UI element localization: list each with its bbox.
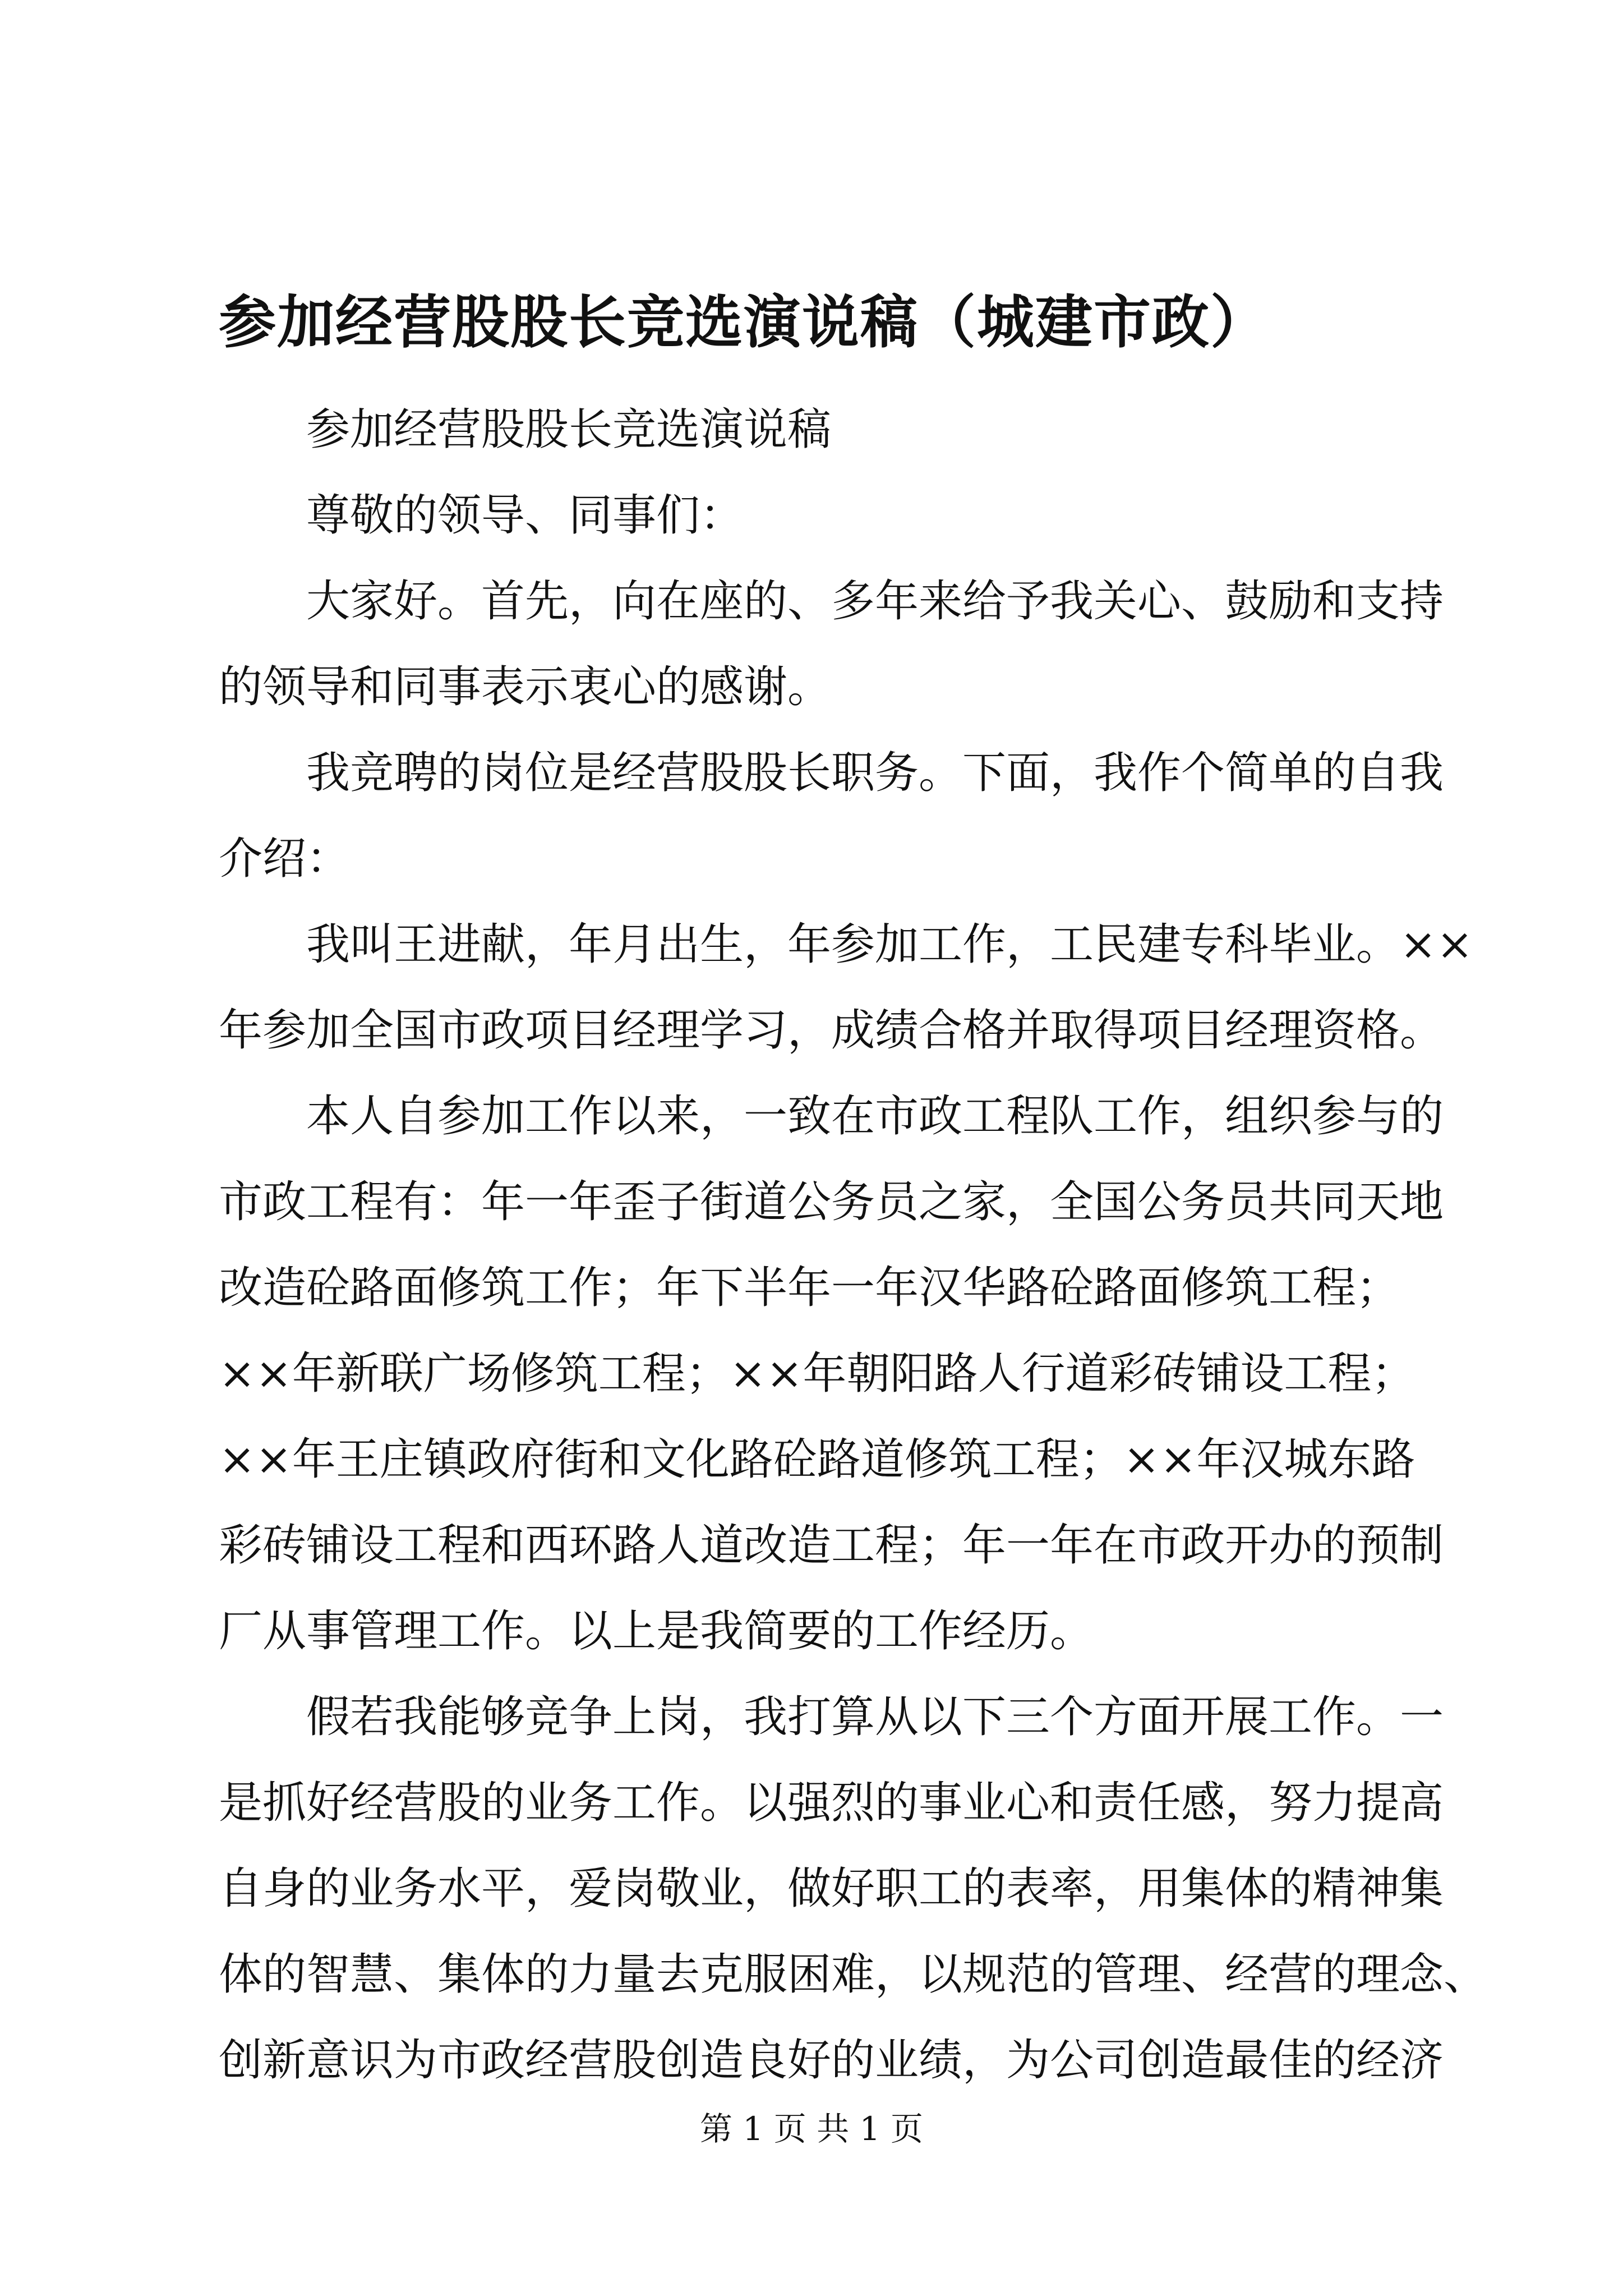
paragraph-line: 彩砖铺设工程和西环路人道改造工程；年一年在市政开办的预制: [219, 1520, 1444, 1571]
paragraph-line: 本人自参加工作以来，一致在市政工程队工作，组织参与的: [306, 1091, 1444, 1142]
paragraph-line: 假若我能够竞争上岗，我打算从以下三个方面开展工作。一: [306, 1692, 1444, 1742]
paragraph-line: 介绍：: [219, 834, 351, 884]
paragraph-line: 大家好。首先，向在座的、多年来给予我关心、鼓励和支持: [306, 576, 1444, 627]
paragraph-line: 创新意识为市政经营股创造良好的业绩，为公司创造最佳的经济: [219, 2035, 1444, 2086]
page-footer: 第 1 页 共 1 页: [700, 2110, 923, 2148]
paragraph-line: 参加经营股股长竞选演说稿: [306, 404, 832, 455]
paragraph-line: 我叫王进献，年月出生，年参加工作，工民建专科毕业。××: [306, 919, 1473, 970]
document-body: [219, 387, 1488, 2104]
paragraph-line: 体的智慧、集体的力量去克服困难，以规范的管理、经营的理念、: [219, 1949, 1488, 2000]
paragraph-line: 改造砼路面修筑工作；年下半年一年汉华路砼路面修筑工程；: [219, 1263, 1400, 1313]
document-title: 参加经营股股长竞选演说稿（城建市政）: [219, 289, 1269, 356]
paragraph-line: ××年王庄镇政府街和文化路砼路道修筑工程；××年汉城东路: [219, 1434, 1415, 1485]
paragraph-line: ××年新联广场修筑工程；××年朝阳路人行道彩砖铺设工程；: [219, 1349, 1415, 1399]
paragraph-line: 尊敬的领导、同事们：: [306, 490, 744, 541]
paragraph-line: 是抓好经营股的业务工作。以强烈的事业心和责任感，努力提高: [219, 1778, 1444, 1828]
paragraph-line: 我竞聘的岗位是经营股股长职务。下面，我作个简单的自我: [306, 748, 1444, 798]
paragraph-line: 年参加全国市政项目经理学习，成绩合格并取得项目经理资格。: [219, 1005, 1444, 1056]
paragraph-line: 自身的业务水平，爱岗敬业，做好职工的表率，用集体的精神集: [219, 1864, 1444, 1914]
paragraph-line: 市政工程有：年一年歪子街道公务员之家，全国公务员共同天地: [219, 1177, 1444, 1227]
paragraph-line: 厂从事管理工作。以上是我简要的工作经历。: [219, 1606, 1094, 1657]
paragraph-line: 的领导和同事表示衷心的感谢。: [219, 662, 832, 712]
